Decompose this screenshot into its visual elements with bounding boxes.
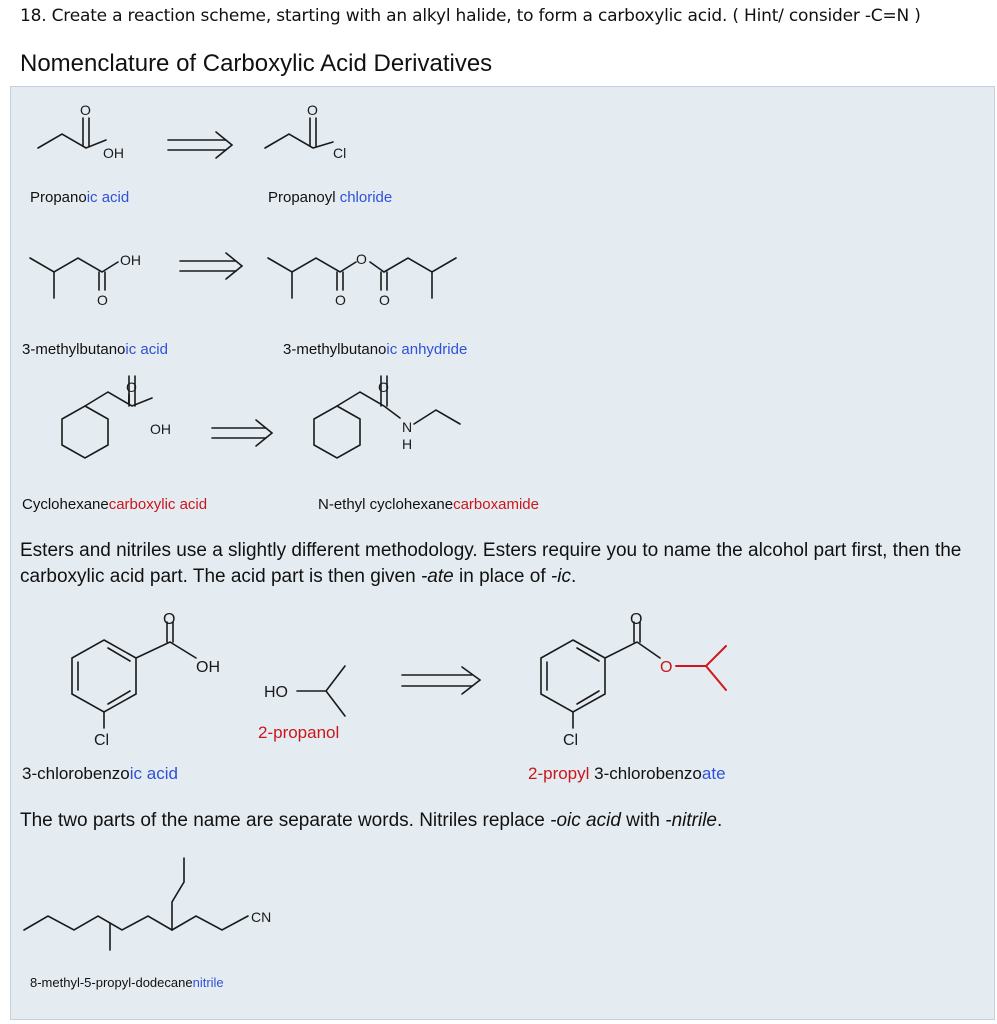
name-cyclohexanecarboxylic-acid: [22, 496, 207, 513]
page-title: Nomenclature of Carboxylic Acid Derivatives: [20, 50, 493, 77]
reaction-arrow-1: [168, 132, 232, 158]
atom-oh: OH: [150, 421, 171, 437]
nitriles-paragraph: The two parts of the name are separate words. Nitriles replace -oic acid with -nitrile.: [20, 810, 723, 831]
name-suffix: ic acid: [125, 341, 168, 358]
atom-o: O: [630, 611, 643, 628]
atom-cn: CN: [251, 909, 272, 925]
name-suffix: carboxamide: [453, 496, 539, 513]
atom-o: O: [378, 379, 389, 395]
methylbutanoic-acid-structure: [30, 252, 141, 308]
atom-o: O: [97, 292, 108, 308]
name-suffix: chloride: [335, 189, 393, 206]
ate-suffix: -ate: [420, 566, 454, 587]
atom-cl: Cl: [94, 732, 110, 749]
atom-o: O: [80, 102, 91, 118]
name-root: 3-methylbutano: [283, 341, 387, 358]
name-root: 3-chlorobenzo: [22, 764, 130, 783]
name-suffix: carboxylic acid: [108, 496, 208, 513]
atom-cl: Cl: [563, 732, 579, 749]
propanoyl-chloride-structure: [265, 102, 346, 161]
name-propyl-chlorobenzoate: [528, 764, 726, 784]
question-text: 18. Create a reaction scheme, starting with an alkyl halide, to form a carboxylic acid. ( Hint/ consider -C=N ): [20, 6, 921, 26]
propanoic-acid-structure: [38, 102, 124, 161]
name-methylbutanoic-acid: [22, 341, 168, 358]
oic-acid-suffix: -oic acid: [550, 810, 621, 831]
chlorobenzoic-acid-structure: [72, 611, 220, 749]
name-ethyl-cyclohexanecarboxamide: [318, 496, 539, 513]
atom-cl: Cl: [333, 145, 347, 161]
atom-ho: HO: [264, 684, 288, 701]
reaction-arrow-4: [402, 667, 480, 694]
name-root: Propanoyl: [268, 189, 336, 206]
name-suffix: nitrile: [192, 975, 224, 990]
atom-o: O: [335, 292, 346, 308]
reaction-arrow-3: [212, 420, 272, 446]
atom-h: H: [402, 436, 413, 452]
nitrile-suffix: -nitrile: [665, 810, 717, 831]
name-propanoic-acid: [30, 189, 129, 206]
name-chlorobenzoic-acid: [22, 764, 178, 784]
atom-oh: OH: [103, 145, 124, 161]
name-root: Propano: [30, 189, 87, 206]
atom-o: O: [379, 292, 390, 308]
propanol-structure: [264, 666, 345, 716]
atom-o: O: [126, 379, 137, 395]
name-alcohol-part: 2-propyl: [528, 764, 590, 783]
name-suffix: ate: [701, 764, 726, 783]
cyclohexanecarboxylic-acid-structure: [62, 376, 171, 458]
name-propanoyl-chloride: [268, 189, 392, 206]
dodecanenitrile-structure: [24, 858, 271, 950]
name-root: 3-methylbutano: [22, 341, 126, 358]
reaction-arrow-2: [180, 253, 242, 279]
name-root: N-ethyl cyclohexane: [318, 496, 454, 513]
name-root: Cyclohexane: [22, 496, 109, 513]
name-root: 3-chlorobenzo: [589, 764, 702, 783]
atom-o: O: [356, 251, 367, 267]
atom-o: O: [660, 659, 673, 676]
name-suffix: ic anhydride: [386, 341, 468, 358]
atom-o: O: [307, 102, 318, 118]
esters-paragraph: Esters and nitriles use a slightly different methodology. Esters require you to name the alcohol part first, then the carboxylic acid part. The acid part is then given -ate in place of -ic.: [20, 540, 962, 587]
ethyl-cyclohexanecarboxamide-structure: [314, 376, 460, 458]
name-root: 8-methyl-5-propyl-dodecane: [30, 975, 193, 990]
atom-oh: OH: [120, 252, 141, 268]
name-suffix: ic acid: [86, 189, 130, 206]
name-methylbutanoic-anhydride: [283, 341, 467, 358]
propyl-chlorobenzoate-structure: [541, 611, 726, 749]
atom-n: N: [402, 419, 413, 435]
atom-oh: OH: [196, 659, 220, 676]
name-dodecanenitrile: [30, 975, 224, 990]
name-suffix: ic acid: [129, 764, 178, 783]
atom-o: O: [163, 611, 176, 628]
methylbutanoic-anhydride-structure: [268, 251, 456, 308]
ic-suffix: -ic: [550, 566, 571, 587]
name-2-propanol: 2-propanol: [258, 723, 340, 742]
